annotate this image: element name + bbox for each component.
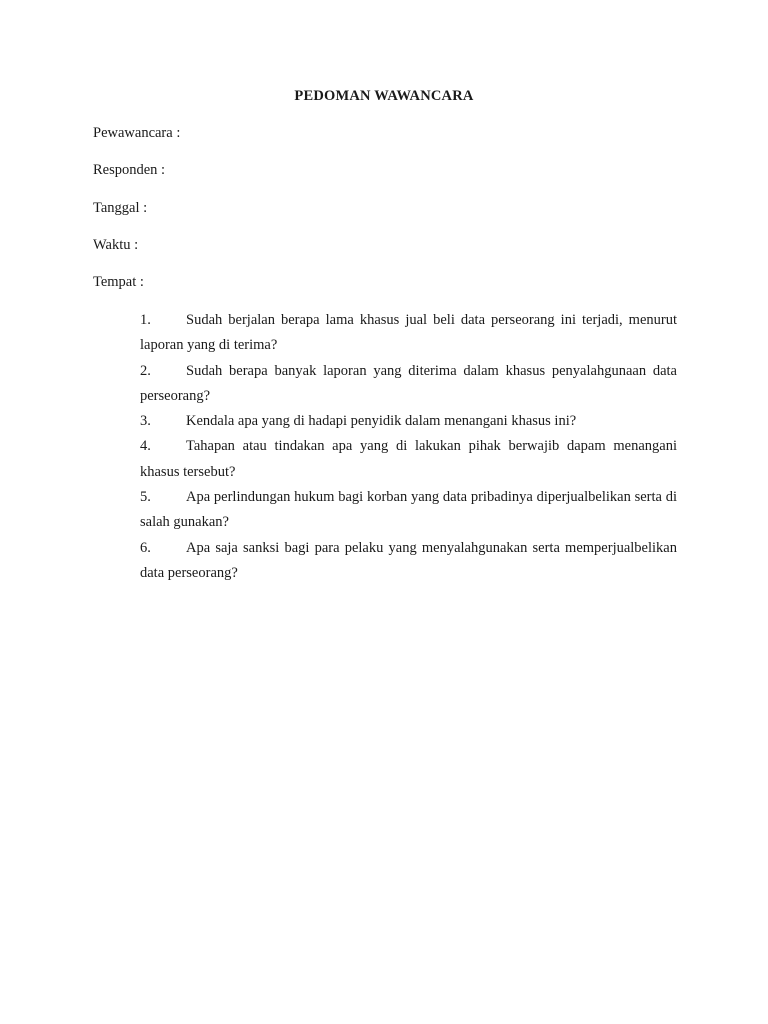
- question-list: [140, 308, 677, 586]
- question-text: Sudah berjalan berapa lama khasus jual beli data perseorang ini terjadi, menurut laporan yang di terima?: [140, 312, 677, 354]
- question-number: 4.: [140, 438, 151, 455]
- question-item: [140, 536, 677, 587]
- question-text: Sudah berapa banyak laporan yang diterima dalam khasus penyalahgunaan data perseorang?: [140, 362, 677, 404]
- question-text: Tahapan atau tindakan apa yang di lakukan pihak berwajib dapam menangani khasus tersebut?: [140, 438, 677, 480]
- question-number: 6.: [140, 539, 151, 556]
- question-text: Apa saja sanksi bagi para pelaku yang menyalahgunakan serta memperjualbelikan data perseorang?: [140, 539, 677, 581]
- question-number: 5.: [140, 489, 151, 506]
- field-pewawancara: Pewawancara :: [93, 125, 181, 141]
- question-text: Kendala apa yang di hadapi penyidik dalam menangani khasus ini?: [186, 413, 577, 430]
- document-title: PEDOMAN WAWANCARA: [294, 88, 474, 104]
- question-number: 1.: [140, 312, 151, 328]
- question-item: [140, 409, 677, 434]
- field-tempat: Tempat :: [93, 274, 144, 290]
- field-tanggal: Tanggal :: [93, 200, 148, 216]
- question-number: 2.: [140, 362, 151, 379]
- question-item: [140, 308, 677, 359]
- question-number: 3.: [140, 413, 151, 430]
- field-responden: Responden :: [93, 162, 166, 178]
- question-item: [140, 359, 677, 410]
- question-item: [140, 434, 677, 485]
- question-item: [140, 485, 677, 536]
- field-waktu: Waktu :: [93, 237, 139, 253]
- question-text: Apa perlindungan hukum bagi korban yang data pribadinya diperjualbelikan serta di salah gunakan?: [140, 489, 677, 531]
